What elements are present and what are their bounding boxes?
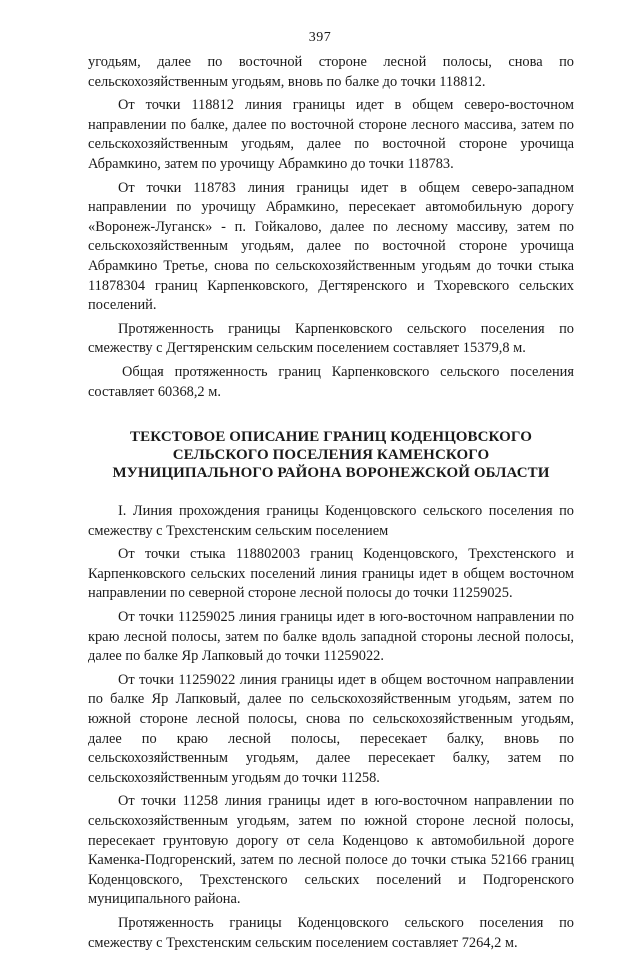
section-title	[88, 428, 574, 482]
paragraph: От точки 11259022 линия границы идет в общем восточном направлении по балке Яр Лапковый, далее по сельскохозяйственным угодьям, затем по южной стороне лесной полосы, снова по сельскохозяйственным угодьям, далее по краю лесной полосы, пересекает балку, вновь по сельскохозяйственным угодьям, далее пересекает балку, затем по сельскохозяйственным угодьям до точки 11258.	[88, 671, 574, 786]
paragraph: От точки 118812 линия границы идет в общем северо-восточном направлении по балке, далее по восточной стороне лесного массива, затем по сельскохозяйственным угодьям, далее по восточной стороне урочища Абрамкино, затем по урочищу Абрамкино до точки 118783.	[88, 97, 574, 172]
paragraph: От точки 11258 линия границы идет в юго-восточном направлении по сельскохозяйственным угодьям, затем по южной стороне лесной полосы, пересекает грунтовую дорогу от села Коденцово к автомобильной дороге Каменка-Подгоренский, затем по лесной полосе до точки стыка 52166 границ Коденцовского, Трехстенского сельских поселений и Подгоренского муниципального района.	[88, 793, 574, 908]
section-title-line: МУНИЦИПАЛЬНОГО РАЙОНА ВОРОНЕЖСКОЙ ОБЛАСТИ	[112, 465, 550, 482]
section-title-line: ТЕКСТОВОЕ ОПИСАНИЕ ГРАНИЦ КОДЕНЦОВСКОГО	[130, 429, 532, 446]
paragraph: угодьям, далее по восточной стороне лесной полосы, снова по сельскохозяйственным угодьям, вновь по балке до точки 118812.	[88, 54, 574, 90]
paragraph: От точки 118783 линия границы идет в общем северо-западном направлении по урочищу Абрамкино, пересекает автомобильную дорогу «Воронеж-Луганск» - п. Гойкалово, далее по лесному массиву, затем по сельскохозяйственным угодьям, далее по восточной стороне урочища Абрамкино Третье, снова по сельскохозяйственным угодьям до точки стыка 11878304 границ Карпенковского, Дегтяренского и Тхоревского сельских поселений.	[88, 179, 574, 314]
paragraph: Протяженность границы Коденцовского сельского поселения по смежеству с Трехстенским сельским поселением составляет 7264,2 м.	[88, 914, 574, 951]
document-body	[88, 53, 574, 957]
subsection-heading: I. Линия прохождения границы Коденцовского сельского поселения по смежеству с Трехстенским сельским поселением	[88, 503, 574, 539]
paragraph: Общая протяженность границ Карпенковского сельского поселения составляет 60368,2 м.	[88, 363, 574, 400]
paragraph: От точки стыка 118802003 границ Коденцовского, Трехстенского и Карпенковского сельских поселений линия границы идет в общем восточном направлении по северной стороне лесной полосы до точки 11259025.	[88, 546, 574, 602]
paragraph: Протяженность границы Карпенковского сельского поселения по смежеству с Дегтяренским сельским поселением составляет 15379,8 м.	[88, 320, 574, 357]
paragraph: От точки 11259025 линия границы идет в юго-восточном направлении по краю лесной полосы, затем по балке вдоль западной стороны лесной полосы, далее по балке Яр Лапковый до точки 11259022.	[88, 609, 574, 665]
section-title-line: СЕЛЬСКОГО ПОСЕЛЕНИЯ КАМЕНСКОГО	[172, 447, 490, 464]
page-number: 397	[308, 30, 332, 45]
